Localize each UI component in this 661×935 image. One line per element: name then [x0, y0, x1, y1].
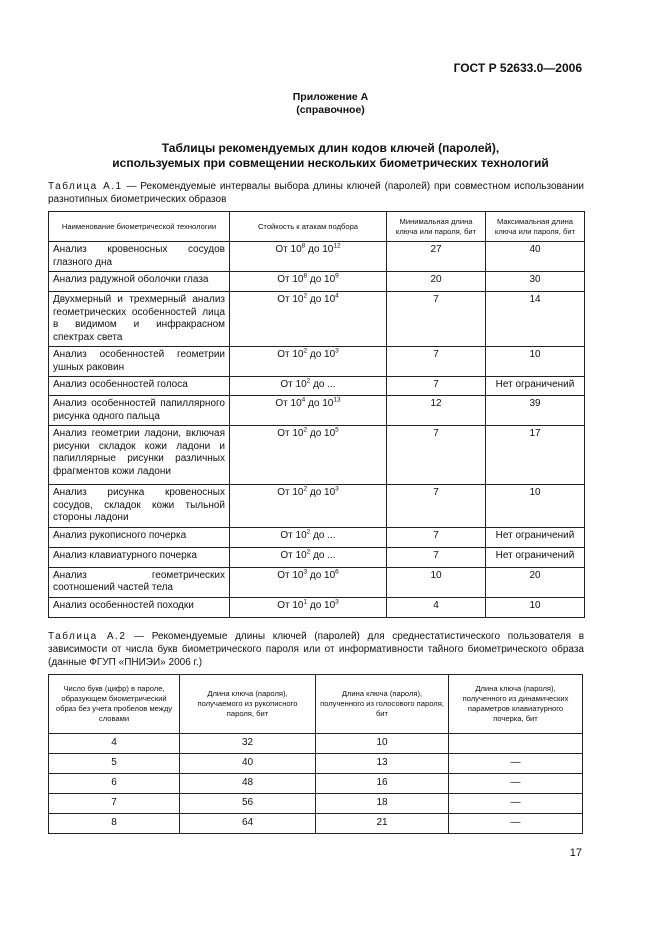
- table2-header: Длина ключа (пароля), получаемого из рукописного пароля, бит: [180, 675, 316, 734]
- appendix-heading: [0, 91, 661, 117]
- letter-count: 5: [49, 754, 180, 774]
- section-title-line2: используемых при совмещении нескольких биометрических технологий: [112, 156, 549, 170]
- table1-row: [49, 527, 585, 547]
- resistance-to: до ...: [310, 529, 336, 541]
- attack-resistance: [230, 272, 387, 292]
- max-key-length: Нет ограничений: [486, 547, 585, 567]
- min-key-length: 27: [387, 242, 486, 272]
- resistance-to: до 10: [307, 428, 336, 439]
- table1-row: [49, 396, 585, 426]
- resistance-from: От 10: [277, 349, 304, 360]
- table2-caption-text: — Рекомендуемые длины ключей (паролей) для среднестатистического пользователя в зависимости от числа букв биометрического пароля или от информативности тайного биометрического образа (данные ФГУП «ПНИЭИ» 2006 г.): [48, 631, 585, 668]
- page-number: 17: [569, 847, 582, 859]
- letter-count: 8: [49, 814, 180, 834]
- max-key-length: 10: [486, 485, 585, 528]
- min-key-length: 7: [387, 485, 486, 528]
- handwritten-key-length: 64: [180, 814, 316, 834]
- attack-resistance: [230, 597, 387, 617]
- resistance-from-exponent: 2: [303, 347, 308, 355]
- min-key-length: 7: [387, 426, 486, 485]
- table2-header: Длина ключа (пароля), полученного из динамических параметров клавиатурного почерка, бит: [449, 675, 583, 734]
- attack-resistance: [230, 292, 387, 347]
- resistance-from-exponent: 3: [303, 568, 308, 576]
- resistance-to: до 10: [307, 599, 336, 611]
- table1-header: Минимальная длина ключа или пароля, бит: [387, 212, 486, 242]
- keystroke-key-length: —: [449, 754, 583, 774]
- table2-row: [49, 734, 583, 754]
- table2-caption: [48, 630, 584, 669]
- table1-header: Стойкость к атакам подбора: [230, 212, 387, 242]
- resistance-from-exponent: 2: [303, 292, 308, 300]
- table1-row: [49, 426, 585, 485]
- resistance-to: до 10: [305, 398, 334, 409]
- resistance-from-exponent: 1: [303, 598, 308, 606]
- min-key-length: 20: [387, 272, 486, 292]
- resistance-from: От 10: [277, 569, 304, 581]
- table1-row: [49, 485, 585, 528]
- handwritten-key-length: 40: [180, 754, 316, 774]
- technology-name: Двухмерный и трехмерный анализ геометрических особенностей лица в видимом и инфракрасном спектрах света: [49, 292, 230, 347]
- resistance-from-exponent: 2: [306, 528, 311, 536]
- max-key-length: 40: [486, 242, 585, 272]
- attack-resistance: [230, 426, 387, 485]
- technology-name: Анализ геометрических соотношений частей тела: [49, 567, 230, 597]
- resistance-to-exponent: 3: [335, 485, 339, 493]
- table1-row: [49, 597, 585, 617]
- max-key-length: 10: [486, 597, 585, 617]
- table1-header: Наименование биометрической технологии: [49, 212, 230, 242]
- technology-name: Анализ рукописного почерка: [49, 527, 230, 547]
- resistance-from: От 10: [277, 428, 304, 439]
- technology-name: Анализ радужной оболочки глаза: [49, 272, 230, 292]
- technology-name: Анализ особенностей голоса: [49, 377, 230, 396]
- handwritten-key-length: 32: [180, 734, 316, 754]
- min-key-length: 7: [387, 377, 486, 396]
- letter-count: 4: [49, 734, 180, 754]
- table2-header: Длина ключа (пароля), полученного из голосового пароля, бит: [316, 675, 449, 734]
- min-key-length: 10: [387, 567, 486, 597]
- technology-name: Анализ особенностей папиллярного рисунка одного пальца: [49, 396, 230, 426]
- resistance-from-exponent: 8: [303, 272, 308, 280]
- table2-label: Таблица А.2: [48, 631, 127, 642]
- resistance-to-exponent: 13: [333, 396, 341, 404]
- max-key-length: 39: [486, 396, 585, 426]
- table1-row: [49, 567, 585, 597]
- max-key-length: 14: [486, 292, 585, 347]
- min-key-length: 7: [387, 547, 486, 567]
- resistance-to: до ...: [310, 549, 336, 561]
- technology-name: Анализ рисунка кровеносных сосудов, складок кожи тыльной стороны ладони: [49, 485, 230, 528]
- section-title: [60, 141, 601, 171]
- resistance-from: От 10: [280, 379, 307, 390]
- keystroke-key-length: [449, 734, 583, 754]
- technology-name: Анализ кровеносных сосудов глазного дна: [49, 242, 230, 272]
- min-key-length: 7: [387, 292, 486, 347]
- letter-count: 7: [49, 794, 180, 814]
- voice-key-length: 18: [316, 794, 449, 814]
- min-key-length: 7: [387, 347, 486, 377]
- attack-resistance: [230, 547, 387, 567]
- keystroke-key-length: —: [449, 814, 583, 834]
- attack-resistance: [230, 347, 387, 377]
- resistance-from: От 10: [275, 244, 302, 255]
- resistance-from-exponent: 2: [306, 377, 311, 385]
- table2-body: [49, 734, 583, 834]
- resistance-from: От 10: [277, 274, 304, 285]
- resistance-from-exponent: 4: [301, 396, 306, 404]
- voice-key-length: 10: [316, 734, 449, 754]
- appendix-title: Приложение А: [292, 91, 369, 103]
- keystroke-key-length: —: [449, 794, 583, 814]
- handwritten-key-length: 48: [180, 774, 316, 794]
- table1-row: [49, 292, 585, 347]
- resistance-from-exponent: 2: [306, 548, 311, 556]
- table1-caption-text: — Рекомендуемые интервалы выбора длины ключей (паролей) при совместном использовании разнотипных биометрических образов: [48, 181, 584, 205]
- resistance-from-exponent: 8: [301, 242, 306, 250]
- max-key-length: 30: [486, 272, 585, 292]
- table1: [48, 211, 585, 618]
- min-key-length: 7: [387, 527, 486, 547]
- table1-row: [49, 242, 585, 272]
- max-key-length: Нет ограничений: [486, 377, 585, 396]
- table1-row: [49, 547, 585, 567]
- technology-name: Анализ клавиатурного почерка: [49, 547, 230, 567]
- attack-resistance: [230, 377, 387, 396]
- letter-count: 6: [49, 774, 180, 794]
- resistance-to: до 10: [307, 487, 336, 498]
- resistance-to: до 10: [307, 274, 336, 285]
- resistance-from: От 10: [280, 529, 307, 541]
- technology-name: Анализ особенностей геометрии ушных раковин: [49, 347, 230, 377]
- handwritten-key-length: 56: [180, 794, 316, 814]
- table1-row: [49, 272, 585, 292]
- attack-resistance: [230, 396, 387, 426]
- resistance-to: до 10: [305, 244, 334, 255]
- attack-resistance: [230, 485, 387, 528]
- table1-label: Таблица А.1: [48, 181, 123, 192]
- keystroke-key-length: —: [449, 774, 583, 794]
- attack-resistance: [230, 567, 387, 597]
- resistance-to-exponent: 5: [335, 426, 339, 434]
- resistance-from: От 10: [277, 294, 304, 305]
- resistance-to-exponent: 6: [335, 568, 339, 576]
- table2-row: [49, 754, 583, 774]
- min-key-length: 4: [387, 597, 486, 617]
- standard-number: ГОСТ Р 52633.0—2006: [453, 61, 582, 75]
- resistance-to-exponent: 9: [335, 272, 339, 280]
- resistance-to: до 10: [307, 294, 336, 305]
- resistance-to: до 10: [307, 349, 336, 360]
- max-key-length: 17: [486, 426, 585, 485]
- table1-row: [49, 347, 585, 377]
- technology-name: Анализ геометрии ладони, включая рисунки складок кожи ладони и папиллярные рисунки различных фрагментов кожи ладони: [49, 426, 230, 485]
- table2-row: [49, 774, 583, 794]
- resistance-to-exponent: 3: [335, 598, 339, 606]
- resistance-to: до ...: [310, 379, 336, 390]
- resistance-from: От 10: [277, 599, 304, 611]
- voice-key-length: 16: [316, 774, 449, 794]
- max-key-length: Нет ограничений: [486, 527, 585, 547]
- table2-header: Число букв (цифр) в пароле, образующем биометрический образ без учета пробелов между словами: [49, 675, 180, 734]
- attack-resistance: [230, 527, 387, 547]
- resistance-from: От 10: [275, 398, 302, 409]
- resistance-from: От 10: [277, 487, 304, 498]
- max-key-length: 20: [486, 567, 585, 597]
- resistance-to-exponent: 3: [335, 347, 339, 355]
- voice-key-length: 13: [316, 754, 449, 774]
- resistance-to-exponent: 4: [335, 292, 339, 300]
- resistance-from-exponent: 2: [303, 426, 308, 434]
- table2: [48, 674, 583, 834]
- table1-header: Максимальная длина ключа или пароля, бит: [486, 212, 585, 242]
- table1-body: [49, 242, 585, 618]
- resistance-to: до 10: [307, 569, 336, 581]
- resistance-to-exponent: 12: [333, 242, 341, 250]
- voice-key-length: 21: [316, 814, 449, 834]
- technology-name: Анализ особенностей походки: [49, 597, 230, 617]
- table1-caption: [48, 180, 584, 206]
- resistance-from: От 10: [280, 549, 307, 561]
- appendix-note: (справочное): [296, 104, 365, 116]
- min-key-length: 12: [387, 396, 486, 426]
- table2-row: [49, 814, 583, 834]
- max-key-length: 10: [486, 347, 585, 377]
- resistance-from-exponent: 2: [303, 485, 308, 493]
- attack-resistance: [230, 242, 387, 272]
- table2-row: [49, 794, 583, 814]
- table1-row: [49, 377, 585, 396]
- section-title-line1: Таблицы рекомендуемых длин кодов ключей (паролей),: [161, 141, 500, 155]
